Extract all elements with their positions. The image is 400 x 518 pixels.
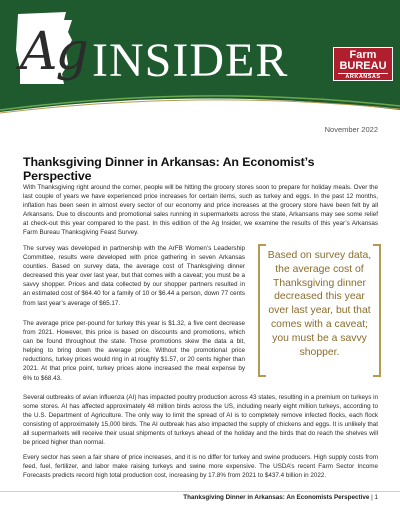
logo-line-arkansas: ARKANSAS [338,73,388,81]
page-number: 1 [374,494,378,501]
masthead [0,0,400,118]
article-paragraph: The average price per-pound for turkey this year is $1.32, a five cent decrease from 2021. However, this price is based on discounts and promotions, which can be found throughout the state. Those promotions skew the data a bit, helping to bring down the average price. Without the promotional price reductions, turkey prices would ring in at roughly $1.57, or 20 cents higher than 2021. At that price point, turkey prices alone increased the meal expense by 6% to $68.43. [23,320,245,382]
article-paragraph: Every sector has seen a fair share of price increases, and it is no differ for turkey and swine producers. High supply costs from feed, fuel, fertilizer, and labor make raising turkeys and swine more expensive. The USDA’s recent Farm Sector Income Forecasts predicts record high total production cost, increasing by 17.8% from 2021 to $437.4 billion in 2022. [23,454,378,480]
brand-ag-wordmark: Ag [20,22,87,82]
page-footer [183,494,378,501]
brand-insider-wordmark: INSIDER [92,34,289,87]
article-title: Thanksgiving Dinner in Arkansas: An Economist’s Perspective [23,155,315,183]
article-paragraph: With Thanksgiving right around the corner, people will be hitting the grocery stores soon to prepare for holiday meals. Over the last couple of years we have experienced price increases for certain items, such as turkey and eggs. In the past 12 months, inflation has been seen in almost every sector of our economy and price increases at the grocery store have been felt by all Arkansans. Due to discounts and promotional sales running in supermarkets across the state, Arkansans may see some relief at check-out this year compared to the past. In this edition of the Ag Insider, we examine the results of this year’s Arkansas Farm Bureau Thanksgiving Feast Survey. [23,184,378,237]
footer-separator: | [371,494,373,501]
farm-bureau-logo [333,47,393,81]
pull-quote [258,244,381,377]
pull-quote-right-bracket [373,244,381,377]
footer-title: Thanksgiving Dinner in Arkansas: An Economists Perspective [183,494,370,501]
article-paragraph: The survey was developed in partnership with the ArFB Women’s Leadership Committee, results were developed with price gathering in seven Arkansas counties. Based on survey data, the average cost of Thanksgiving dinner decreased this year over last year, but that comes with a caveat; you must be a savvy shopper. Prices and data collected by our shopper partners resulted in an estimated cost of $64.40 for a family of 10 or $6.44 a person, down 77 cents from last year’s average of $65.17. [23,245,245,307]
masthead-swoosh [0,92,400,118]
article-paragraph: Several outbreaks of avian influenza (AI) has impacted poultry production across 43 states, resulting in a premium on turkeys in some stores. AI has affected approximately 48 million birds across the US, including nearly eight million turkeys, according to the U.S. Department of Agriculture. The only way to limit the spread of AI is to completely remove infected flocks, each flock consisting of approximately 15,000 birds. The AI outbreak has also impacted the supply of chickens and eggs. It is unlikely that all supermarkets will receive their usual shipments of turkeys ahead of the holiday and the birds that do reach the shelves will be priced higher than normal. [23,394,378,447]
logo-line-farm: Farm [349,49,377,61]
issue-date: November 2022 [324,125,378,134]
logo-line-bureau: BUREAU [339,60,387,72]
pull-quote-left-bracket [258,244,266,377]
footer-divider [0,491,400,492]
pull-quote-text: Based on survey data, the average cost of Thanksgiving dinner decreased this year over last year, but that comes with a caveat; you must be a savvy shopper. [267,250,372,358]
